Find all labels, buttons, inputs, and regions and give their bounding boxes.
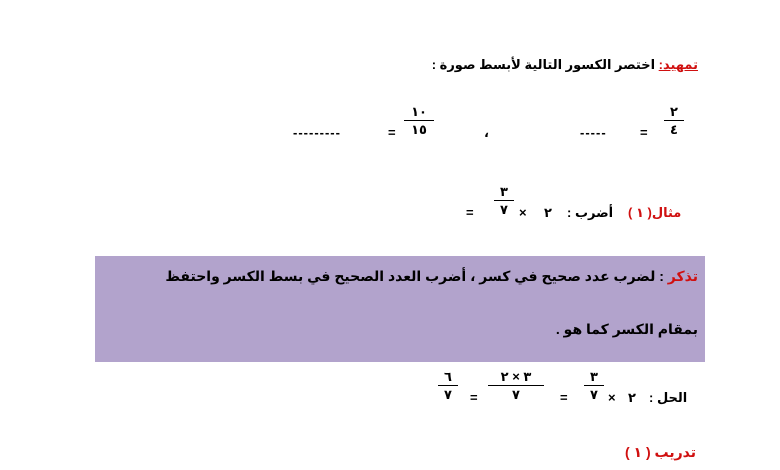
- fraction-denominator: ٧: [444, 387, 452, 402]
- example-fraction: [494, 184, 514, 218]
- right-fraction: [664, 104, 684, 138]
- remember-line-2: [556, 321, 698, 338]
- right-answer-blank: -----: [580, 125, 607, 140]
- remember-text-2: بمقام الكسر كما هو .: [555, 321, 698, 337]
- solution-step1-fraction: [584, 369, 604, 403]
- fraction-denominator: ٧: [500, 202, 508, 217]
- intro-label: تمهيد:: [658, 57, 698, 72]
- intro-text: اختصر الكسور التالية لأبسط صورة :: [431, 57, 659, 72]
- fraction-bar: [438, 385, 458, 386]
- example-times: ×: [519, 205, 527, 220]
- remember-text-1: : لضرب عدد صحيح في كسر ، أضرب العدد الصحيح في بسط الكسر واحتفظ: [165, 268, 668, 284]
- fraction-bar: [584, 385, 604, 386]
- fraction-denominator: ٧: [512, 387, 520, 402]
- solution-equals-1: =: [560, 390, 568, 405]
- solution-step2-fraction: [488, 369, 544, 403]
- remember-label: تذكر: [667, 268, 698, 284]
- separator-comma: ،: [484, 125, 489, 140]
- fraction-numerator: ٣: [500, 184, 508, 199]
- fraction-denominator: ١٥: [411, 122, 427, 137]
- fraction-numerator: ٦: [444, 369, 452, 384]
- example-text: أضرب :: [567, 205, 614, 220]
- fraction-bar: [488, 385, 544, 386]
- solution-step3-fraction: [438, 369, 458, 403]
- intro-line: [432, 57, 698, 73]
- fraction-bar: [404, 120, 434, 121]
- training-heading: تدريب ( ١ ): [624, 444, 696, 460]
- example-equals: =: [466, 205, 474, 220]
- solution-times: ×: [608, 390, 616, 405]
- fraction-bar: [664, 120, 684, 121]
- fraction-denominator: ٧: [590, 387, 598, 402]
- fraction-numerator: ١٠: [411, 104, 427, 119]
- remember-line-1: [165, 268, 698, 285]
- left-equals: =: [388, 125, 396, 140]
- fraction-bar: [494, 200, 514, 201]
- solution-label: الحل :: [649, 390, 688, 405]
- fraction-numerator: ٣: [590, 369, 598, 384]
- fraction-numerator: ٢: [670, 104, 678, 119]
- example-whole: ٢: [544, 205, 552, 220]
- left-fraction: [404, 104, 434, 138]
- left-answer-blank: ---------: [293, 125, 341, 140]
- fraction-denominator: ٤: [670, 122, 678, 137]
- right-equals: =: [640, 125, 648, 140]
- solution-whole: ٢: [628, 390, 636, 405]
- solution-equals-2: =: [470, 390, 478, 405]
- example-label: مثال( ١ ): [628, 205, 682, 220]
- fraction-numerator: ٣ × ٢: [500, 369, 532, 384]
